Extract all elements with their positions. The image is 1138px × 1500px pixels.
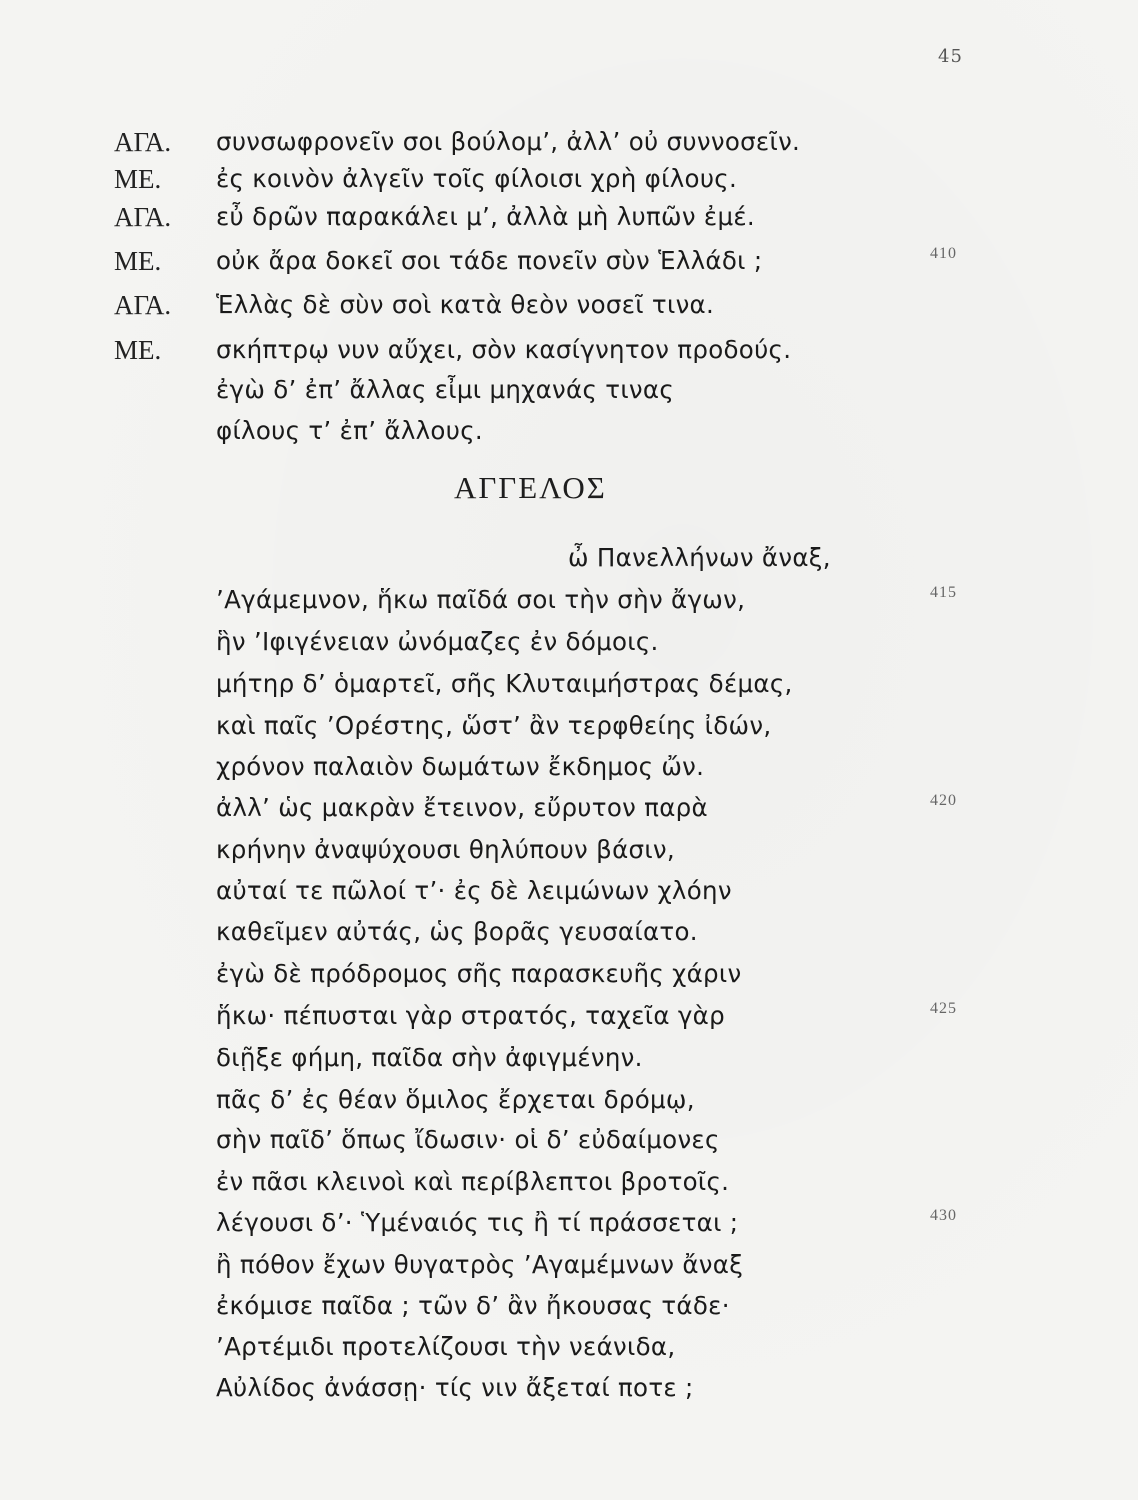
speaker-label: ΑΓΑ. [114,127,172,157]
speaker-label: ΑΓΑ. [114,290,172,320]
verse-text: κρήνην ἀναψύχουσι θηλύπουν βάσιν, [216,835,676,864]
verse-text: καθεῖμεν αὐτάς, ὡς βορᾶς γευσαίατο. [216,917,698,946]
line-number: 425 [930,1000,957,1017]
verse-text: εὖ δρῶν παρακάλει μ’, ἀλλὰ μὴ λυπῶν ἐμέ. [216,202,755,231]
speaker-heading: ΑΓΓΕΛΟΣ [454,470,607,505]
verse-text: ἐγὼ δὲ πρόδρομος σῆς παρασκευῆς χάριν [216,959,742,988]
verse-text: ὦ Πανελλήνων ἄναξ, [568,543,831,572]
line-number: 415 [930,584,957,601]
verse-text: χρόνον παλαιὸν δωμάτων ἔκδημος ὤν. [216,752,705,781]
verse-text: ἥκω· πέπυσται γὰρ στρατός, ταχεῖα γὰρ [216,1001,725,1030]
verse-text: πᾶς δ’ ἐς θέαν ὅμιλος ἔρχεται δρόμῳ, [216,1085,695,1114]
speaker-label: ΜΕ. [114,164,162,194]
verse-text: συνσωφρονεῖν σοι βούλομ’, ἀλλ’ οὐ συννοσεῖν. [216,127,801,156]
verse-text: Ἑλλὰς δὲ σὺν σοὶ κατὰ θεὸν νοσεῖ τινα. [216,290,715,319]
verse-text: οὐκ ἄρα δοκεῖ σοι τάδε πονεῖν σὺν Ἑλλάδι ; [216,246,763,275]
verse-text: ἢ πόθον ἔχων θυγατρὸς ’Αγαμέμνων ἄναξ [216,1250,744,1279]
verse-text: αὐταί τε πῶλοί τ’· ἐς δὲ λειμώνων χλόην [216,876,732,905]
verse-text: φίλους τ’ ἐπ’ ἄλλους. [216,416,483,445]
verse-text: ’Αγάμεμνον, ἥκω παῖδά σοι τὴν σὴν ἄγων, [216,585,746,614]
verse-text: σκήπτρῳ νυν αὔχει, σὸν κασίγνητον προδούς. [216,335,792,364]
speaker-label: ΜΕ. [114,335,162,365]
verse-text: ἐγὼ δ’ ἐπ’ ἄλλας εἶμι μηχανάς τινας [216,375,675,404]
verse-text: ἐς κοινὸν ἀλγεῖν τοῖς φίλοισι χρὴ φίλους. [216,164,738,193]
line-number: 410 [930,245,957,262]
verse-text: σὴν παῖδ’ ὅπως ἴδωσιν· οἱ δ’ εὐδαίμονες [216,1125,720,1154]
verse-text: μήτηρ δ’ ὁμαρτεῖ, σῆς Κλυταιμήστρας δέμας, [216,669,793,698]
verse-text: ἣν ’Ιφιγένειαν ὠνόμαζες ἐν δόμοις. [216,627,659,656]
verse-text: καὶ παῖς ’Ορέστης, ὥστ’ ἂν τερφθείης ἰδών, [216,711,772,740]
verse-text: ’Αρτέμιδι προτελίζουσι τὴν νεάνιδα, [216,1332,676,1361]
line-number: 420 [930,792,957,809]
page-number: 45 [938,46,963,67]
verse-text: ἐν πᾶσι κλεινοὶ καὶ περίβλεπτοι βροτοῖς. [216,1167,730,1196]
line-number: 430 [930,1207,957,1224]
verse-text: διῇξε φήμη, παῖδα σὴν ἀφιγμένην. [216,1043,643,1072]
verse-text: ἐκόμισε παῖδα ; τῶν δ’ ἂν ἤκουσας τάδε· [216,1291,730,1320]
verse-text: Αὐλίδος ἀνάσσῃ· τίς νιν ἄξεταί ποτε ; [216,1373,694,1402]
speaker-label: ΜΕ. [114,246,162,276]
speaker-label: ΑΓΑ. [114,202,172,232]
verse-text: ἀλλ’ ὡς μακρὰν ἔτεινον, εὔρυτον παρὰ [216,793,708,822]
verse-text: λέγουσι δ’· Ὑμέναιός τις ἢ τί πράσσεται ; [216,1208,739,1237]
